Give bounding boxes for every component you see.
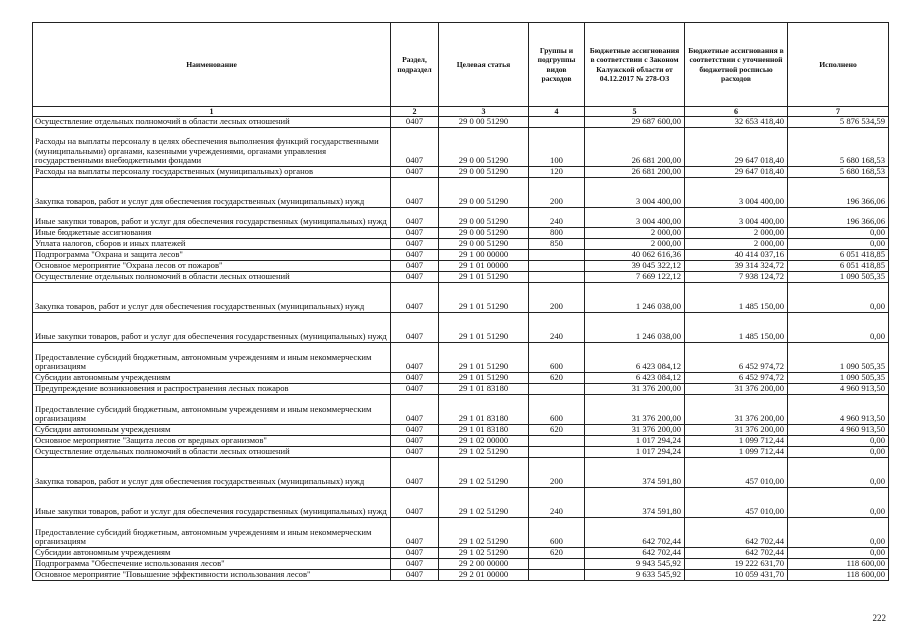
row-law-allocation: 26 681 200,00 xyxy=(585,128,685,167)
row-name: Осуществление отдельных полномочий в области лесных отношений xyxy=(33,447,391,458)
row-section: 0407 xyxy=(391,447,439,458)
row-refined-allocation: 2 000,00 xyxy=(685,228,788,239)
table-row xyxy=(33,384,889,395)
row-law-allocation: 39 045 322,12 xyxy=(585,261,685,272)
column-number: 7 xyxy=(788,107,889,117)
row-section: 0407 xyxy=(391,395,439,425)
row-group: 600 xyxy=(529,395,585,425)
row-section: 0407 xyxy=(391,548,439,559)
row-section: 0407 xyxy=(391,570,439,581)
row-refined-allocation: 40 414 037,16 xyxy=(685,250,788,261)
row-group xyxy=(529,250,585,261)
row-executed: 6 051 418,85 xyxy=(788,261,889,272)
row-executed: 0,00 xyxy=(788,313,889,343)
row-section: 0407 xyxy=(391,436,439,447)
row-refined-allocation: 3 004 400,00 xyxy=(685,178,788,208)
row-refined-allocation: 39 314 324,72 xyxy=(685,261,788,272)
header-row xyxy=(33,23,889,107)
row-section: 0407 xyxy=(391,458,439,488)
row-group: 850 xyxy=(529,239,585,250)
row-executed: 0,00 xyxy=(788,518,889,548)
table-row xyxy=(33,261,889,272)
row-article: 29 1 01 51290 xyxy=(439,343,529,373)
row-law-allocation: 2 000,00 xyxy=(585,239,685,250)
row-article: 29 1 02 51290 xyxy=(439,548,529,559)
row-executed: 1 090 505,35 xyxy=(788,343,889,373)
row-name: Расходы на выплаты персоналу государственных (муниципальных) органов xyxy=(33,167,391,178)
row-article: 29 0 00 51290 xyxy=(439,178,529,208)
row-article: 29 1 01 51290 xyxy=(439,313,529,343)
row-law-allocation: 31 376 200,00 xyxy=(585,425,685,436)
row-article: 29 1 02 51290 xyxy=(439,447,529,458)
column-number: 3 xyxy=(439,107,529,117)
table-row xyxy=(33,250,889,261)
row-name: Предоставление субсидий бюджетным, автономным учреждениям и иным некоммерческим организациям xyxy=(33,395,391,425)
row-article: 29 2 01 00000 xyxy=(439,570,529,581)
row-executed: 5 680 168,53 xyxy=(788,128,889,167)
row-refined-allocation: 1 099 712,44 xyxy=(685,447,788,458)
table-row xyxy=(33,447,889,458)
column-number: 5 xyxy=(585,107,685,117)
row-group xyxy=(529,447,585,458)
row-group: 620 xyxy=(529,548,585,559)
column-number: 1 xyxy=(33,107,391,117)
row-refined-allocation: 6 452 974,72 xyxy=(685,343,788,373)
row-law-allocation: 6 423 084,12 xyxy=(585,373,685,384)
row-executed: 196 366,06 xyxy=(788,208,889,228)
header-law-allocation: Бюджетные ассигнования в соответствии с Законом Калужской области от 04.12.2017 № 278-ОЗ xyxy=(585,23,685,107)
row-article: 29 1 02 51290 xyxy=(439,488,529,518)
row-section: 0407 xyxy=(391,272,439,283)
row-section: 0407 xyxy=(391,313,439,343)
row-article: 29 0 00 51290 xyxy=(439,167,529,178)
row-group: 200 xyxy=(529,283,585,313)
row-section: 0407 xyxy=(391,228,439,239)
row-executed: 0,00 xyxy=(788,488,889,518)
row-article: 29 1 02 00000 xyxy=(439,436,529,447)
row-law-allocation: 7 669 122,12 xyxy=(585,272,685,283)
row-name: Субсидии автономным учреждениям xyxy=(33,425,391,436)
row-refined-allocation: 1 485 150,00 xyxy=(685,313,788,343)
row-article: 29 1 01 51290 xyxy=(439,373,529,384)
row-article: 29 2 00 00000 xyxy=(439,559,529,570)
row-name: Основное мероприятие "Повышение эффективности использования лесов" xyxy=(33,570,391,581)
row-law-allocation: 6 423 084,12 xyxy=(585,343,685,373)
table-row xyxy=(33,239,889,250)
row-refined-allocation: 6 452 974,72 xyxy=(685,373,788,384)
row-article: 29 0 00 51290 xyxy=(439,117,529,128)
row-name: Предупреждение возникновения и распространения лесных пожаров xyxy=(33,384,391,395)
table-row xyxy=(33,458,889,488)
row-group: 600 xyxy=(529,518,585,548)
table-row xyxy=(33,343,889,373)
row-executed: 0,00 xyxy=(788,283,889,313)
row-refined-allocation: 31 376 200,00 xyxy=(685,384,788,395)
budget-table xyxy=(32,22,889,581)
row-section: 0407 xyxy=(391,261,439,272)
row-law-allocation: 3 004 400,00 xyxy=(585,178,685,208)
table-row xyxy=(33,488,889,518)
row-section: 0407 xyxy=(391,283,439,313)
row-law-allocation: 1 017 294,24 xyxy=(585,436,685,447)
row-section: 0407 xyxy=(391,117,439,128)
row-executed: 4 960 913,50 xyxy=(788,425,889,436)
row-refined-allocation: 19 222 631,70 xyxy=(685,559,788,570)
table-row xyxy=(33,208,889,228)
row-section: 0407 xyxy=(391,250,439,261)
row-article: 29 0 00 51290 xyxy=(439,228,529,239)
row-section: 0407 xyxy=(391,178,439,208)
table-row xyxy=(33,518,889,548)
row-section: 0407 xyxy=(391,208,439,228)
row-law-allocation: 642 702,44 xyxy=(585,548,685,559)
row-executed: 196 366,06 xyxy=(788,178,889,208)
row-law-allocation: 1 017 294,24 xyxy=(585,447,685,458)
row-executed: 5 876 534,59 xyxy=(788,117,889,128)
header-group: Группы и подгруппы видов расходов xyxy=(529,23,585,107)
row-name: Иные закупки товаров, работ и услуг для обеспечения государственных (муниципальных) нужд xyxy=(33,488,391,518)
table-row xyxy=(33,167,889,178)
row-name: Закупка товаров, работ и услуг для обеспечения государственных (муниципальных) нужд xyxy=(33,458,391,488)
header-refined-allocation: Бюджетные ассигнования в соответствии с уточненной бюджетной росписью расходов xyxy=(685,23,788,107)
row-article: 29 1 01 51290 xyxy=(439,283,529,313)
row-name: Осуществление отдельных полномочий в области лесных отношений xyxy=(33,272,391,283)
row-refined-allocation: 3 004 400,00 xyxy=(685,208,788,228)
column-number-row xyxy=(33,107,889,117)
row-law-allocation: 1 246 038,00 xyxy=(585,313,685,343)
row-name: Закупка товаров, работ и услуг для обеспечения государственных (муниципальных) нужд xyxy=(33,178,391,208)
column-number: 6 xyxy=(685,107,788,117)
row-group: 240 xyxy=(529,488,585,518)
row-article: 29 1 02 51290 xyxy=(439,458,529,488)
row-section: 0407 xyxy=(391,384,439,395)
row-section: 0407 xyxy=(391,518,439,548)
row-name: Закупка товаров, работ и услуг для обеспечения государственных (муниципальных) нужд xyxy=(33,283,391,313)
row-refined-allocation: 1 099 712,44 xyxy=(685,436,788,447)
row-law-allocation: 31 376 200,00 xyxy=(585,384,685,395)
row-law-allocation: 40 062 616,36 xyxy=(585,250,685,261)
row-group: 120 xyxy=(529,167,585,178)
table-row xyxy=(33,283,889,313)
table-row xyxy=(33,570,889,581)
row-name: Основное мероприятие "Охрана лесов от пожаров" xyxy=(33,261,391,272)
row-executed: 4 960 913,50 xyxy=(788,384,889,395)
column-number: 4 xyxy=(529,107,585,117)
row-refined-allocation: 7 938 124,72 xyxy=(685,272,788,283)
row-law-allocation: 1 246 038,00 xyxy=(585,283,685,313)
table-row xyxy=(33,228,889,239)
table-row xyxy=(33,373,889,384)
row-name: Основное мероприятие "Защита лесов от вредных организмов" xyxy=(33,436,391,447)
row-law-allocation: 26 681 200,00 xyxy=(585,167,685,178)
column-number: 2 xyxy=(391,107,439,117)
table-row xyxy=(33,395,889,425)
row-section: 0407 xyxy=(391,425,439,436)
row-group xyxy=(529,272,585,283)
page-number: 222 xyxy=(872,613,886,623)
row-article: 29 1 01 51290 xyxy=(439,272,529,283)
row-law-allocation: 374 591,80 xyxy=(585,458,685,488)
row-group: 200 xyxy=(529,458,585,488)
row-executed: 0,00 xyxy=(788,228,889,239)
row-executed: 0,00 xyxy=(788,548,889,559)
row-law-allocation: 9 943 545,92 xyxy=(585,559,685,570)
row-article: 29 1 01 83180 xyxy=(439,395,529,425)
row-refined-allocation: 31 376 200,00 xyxy=(685,395,788,425)
row-section: 0407 xyxy=(391,167,439,178)
row-executed: 0,00 xyxy=(788,436,889,447)
row-group: 800 xyxy=(529,228,585,239)
table-row xyxy=(33,559,889,570)
row-article: 29 1 01 83180 xyxy=(439,384,529,395)
row-refined-allocation: 457 010,00 xyxy=(685,458,788,488)
row-article: 29 1 01 00000 xyxy=(439,261,529,272)
row-name: Субсидии автономным учреждениям xyxy=(33,548,391,559)
row-executed: 4 960 913,50 xyxy=(788,395,889,425)
row-refined-allocation: 31 376 200,00 xyxy=(685,425,788,436)
row-executed: 0,00 xyxy=(788,447,889,458)
table-row xyxy=(33,548,889,559)
header-name: Наименование xyxy=(33,23,391,107)
row-executed: 0,00 xyxy=(788,239,889,250)
row-group: 240 xyxy=(529,208,585,228)
row-executed: 0,00 xyxy=(788,458,889,488)
row-executed: 118 600,00 xyxy=(788,559,889,570)
row-name: Предоставление субсидий бюджетным, автономным учреждениям и иным некоммерческим организациям xyxy=(33,518,391,548)
table-row xyxy=(33,128,889,167)
row-group xyxy=(529,261,585,272)
row-article: 29 1 01 83180 xyxy=(439,425,529,436)
row-law-allocation: 29 687 600,00 xyxy=(585,117,685,128)
row-group: 620 xyxy=(529,373,585,384)
table-row xyxy=(33,313,889,343)
row-name: Иные бюджетные ассигнования xyxy=(33,228,391,239)
table-body xyxy=(33,117,889,581)
row-group xyxy=(529,384,585,395)
row-name: Подпрограмма "Обеспечение использования лесов" xyxy=(33,559,391,570)
row-group xyxy=(529,570,585,581)
row-refined-allocation: 10 059 431,70 xyxy=(685,570,788,581)
row-name: Осуществление отдельных полномочий в области лесных отношений xyxy=(33,117,391,128)
row-article: 29 1 02 51290 xyxy=(439,518,529,548)
row-section: 0407 xyxy=(391,488,439,518)
row-group: 240 xyxy=(529,313,585,343)
row-group xyxy=(529,117,585,128)
row-refined-allocation: 1 485 150,00 xyxy=(685,283,788,313)
row-executed: 1 090 505,35 xyxy=(788,373,889,384)
row-refined-allocation: 642 702,44 xyxy=(685,518,788,548)
table-row xyxy=(33,272,889,283)
row-section: 0407 xyxy=(391,343,439,373)
header-section: Раздел, подраздел xyxy=(391,23,439,107)
table-row xyxy=(33,425,889,436)
row-executed: 118 600,00 xyxy=(788,570,889,581)
row-executed: 6 051 418,85 xyxy=(788,250,889,261)
row-name: Расходы на выплаты персоналу в целях обеспечения выполнения функций государственными (муниципальными) органами, казенными учреждениями, органами управления государственными внебюджетными фондами xyxy=(33,128,391,167)
row-refined-allocation: 29 647 018,40 xyxy=(685,167,788,178)
row-section: 0407 xyxy=(391,128,439,167)
row-section: 0407 xyxy=(391,559,439,570)
row-name: Иные закупки товаров, работ и услуг для обеспечения государственных (муниципальных) нужд xyxy=(33,208,391,228)
row-law-allocation: 374 591,80 xyxy=(585,488,685,518)
row-refined-allocation: 642 702,44 xyxy=(685,548,788,559)
row-refined-allocation: 457 010,00 xyxy=(685,488,788,518)
row-refined-allocation: 2 000,00 xyxy=(685,239,788,250)
row-name: Иные закупки товаров, работ и услуг для обеспечения государственных (муниципальных) нужд xyxy=(33,313,391,343)
row-law-allocation: 3 004 400,00 xyxy=(585,208,685,228)
header-article: Целевая статья xyxy=(439,23,529,107)
row-article: 29 0 00 51290 xyxy=(439,208,529,228)
row-name: Предоставление субсидий бюджетным, автономным учреждениям и иным некоммерческим организациям xyxy=(33,343,391,373)
row-refined-allocation: 32 653 418,40 xyxy=(685,117,788,128)
table-row xyxy=(33,436,889,447)
row-section: 0407 xyxy=(391,373,439,384)
header-executed: Исполнено xyxy=(788,23,889,107)
row-article: 29 0 00 51290 xyxy=(439,239,529,250)
row-group: 600 xyxy=(529,343,585,373)
row-law-allocation: 31 376 200,00 xyxy=(585,395,685,425)
row-refined-allocation: 29 647 018,40 xyxy=(685,128,788,167)
row-executed: 5 680 168,53 xyxy=(788,167,889,178)
row-law-allocation: 642 702,44 xyxy=(585,518,685,548)
row-article: 29 0 00 51290 xyxy=(439,128,529,167)
row-group xyxy=(529,559,585,570)
row-law-allocation: 2 000,00 xyxy=(585,228,685,239)
row-name: Уплата налогов, сборов и иных платежей xyxy=(33,239,391,250)
row-name: Субсидии автономным учреждениям xyxy=(33,373,391,384)
row-section: 0407 xyxy=(391,239,439,250)
row-group xyxy=(529,436,585,447)
row-name: Подпрограмма "Охрана и защита лесов" xyxy=(33,250,391,261)
table-row xyxy=(33,117,889,128)
row-group: 620 xyxy=(529,425,585,436)
row-law-allocation: 9 633 545,92 xyxy=(585,570,685,581)
row-group: 100 xyxy=(529,128,585,167)
row-executed: 1 090 505,35 xyxy=(788,272,889,283)
table-row xyxy=(33,178,889,208)
row-group: 200 xyxy=(529,178,585,208)
row-article: 29 1 00 00000 xyxy=(439,250,529,261)
